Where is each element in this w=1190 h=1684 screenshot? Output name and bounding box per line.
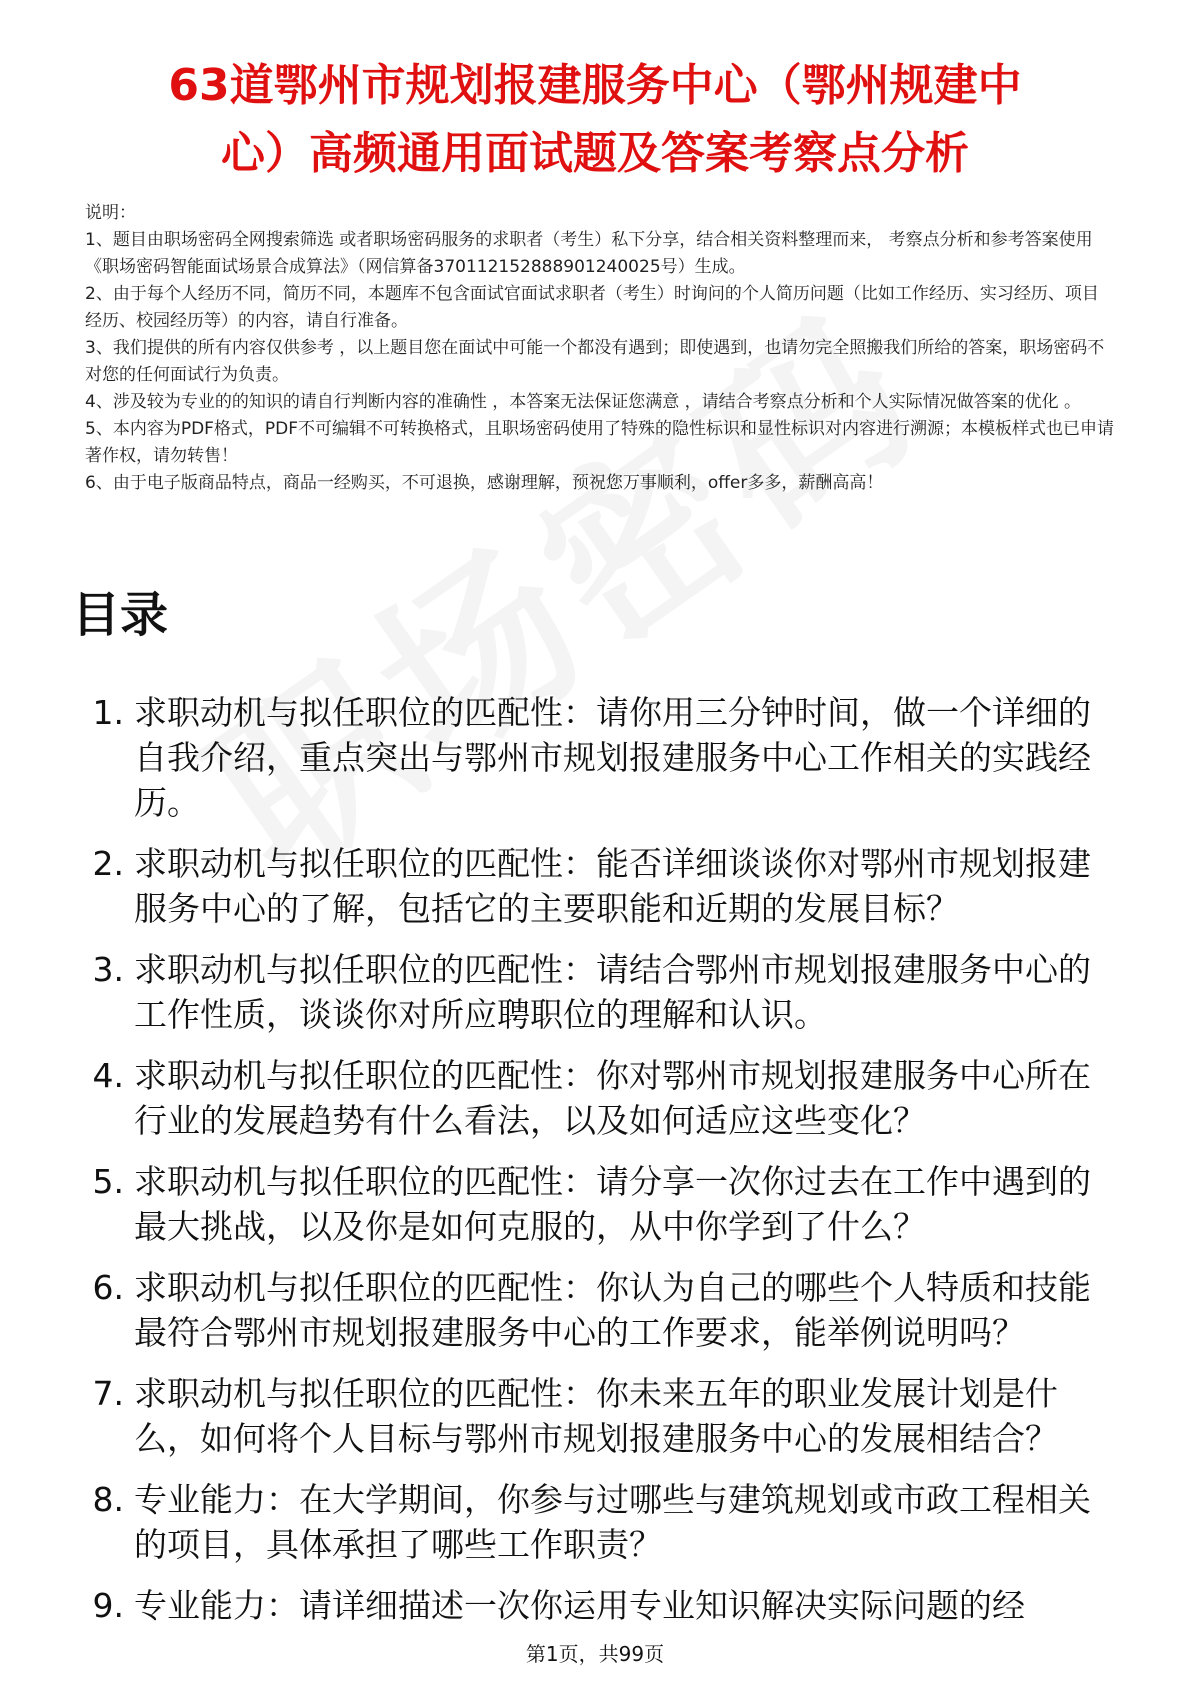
toc-item[interactable] xyxy=(72,690,1112,825)
toc-item-text: 求职动机与拟任职位的匹配性：请结合鄂州市规划报建服务中心的工作性质，谈谈你对所应聘职位的理解和认识。 xyxy=(134,950,1091,1034)
document-title xyxy=(100,52,1090,188)
toc-item[interactable] xyxy=(72,1477,1112,1567)
toc-item-text: 求职动机与拟任职位的匹配性：能否详细谈谈你对鄂州市规划报建服务中心的了解，包括它的主要职能和近期的发展目标？ xyxy=(134,844,1091,928)
toc-item[interactable] xyxy=(72,1265,1112,1355)
toc-item-text: 求职动机与拟任职位的匹配性：你认为自己的哪些个人特质和技能最符合鄂州市规划报建服务中心的工作要求，能举例说明吗？ xyxy=(134,1268,1091,1352)
note-item-5: 5、本内容为PDF格式，PDF不可编辑不可转换格式，且职场密码使用了特殊的隐性标识和显性标识对内容进行溯源；本模板样式也已申请著作权，请勿转售！ xyxy=(85,419,1115,466)
toc-item[interactable] xyxy=(72,1053,1112,1143)
page-footer: 第1页，共99页 xyxy=(0,1638,1190,1667)
toc-item[interactable] xyxy=(72,947,1112,1037)
toc-item[interactable] xyxy=(72,841,1112,931)
toc-item-text: 专业能力：请详细描述一次你运用专业知识解决实际问题的经 xyxy=(134,1586,1025,1625)
note-item-3: 3、我们提供的所有内容仅供参考 ，以上题目您在面试中可能一个都没有遇到；即使遇到，也请勿完全照搬我们所给的答案，职场密码不对您的任何面试行为负责。 xyxy=(85,338,1105,385)
note-item-1: 1、题目由职场密码全网搜索筛选 或者职场密码服务的求职者（考生）私下分享，结合相关资料整理而来， 考察点分析和参考答案使用《职场密码智能面试场景合成算法》（网信算备370112152888901240025号）生成。 xyxy=(85,230,1093,277)
note-item-2: 2、由于每个人经历不同，简历不同，本题库不包含面试官面试求职者（考生）时询问的个人简历问题（比如工作经历、实习经历、项目经历、校园经历等）的内容，请自行准备。 xyxy=(85,284,1099,331)
toc-item[interactable] xyxy=(72,1583,1112,1628)
toc-item-number: 7. xyxy=(92,1374,124,1413)
toc-item-text: 求职动机与拟任职位的匹配性：你对鄂州市规划报建服务中心所在行业的发展趋势有什么看法，以及如何适应这些变化？ xyxy=(134,1056,1091,1140)
toc-item-text: 求职动机与拟任职位的匹配性：你未来五年的职业发展计划是什么，如何将个人目标与鄂州市规划报建服务中心的发展相结合？ xyxy=(134,1374,1058,1458)
toc-item-number: 3. xyxy=(92,950,124,989)
title-line-1: 63道鄂州市规划报建服务中心（鄂州规建中 xyxy=(168,60,1022,111)
toc-item-number: 1. xyxy=(92,693,124,732)
notes-section xyxy=(85,200,1115,497)
toc-item-number: 4. xyxy=(92,1056,124,1095)
toc-item-text: 专业能力：在大学期间，你参与过哪些与建筑规划或市政工程相关的项目，具体承担了哪些工作职责？ xyxy=(134,1480,1091,1564)
toc-item-number: 9. xyxy=(92,1586,124,1625)
toc-item-text: 求职动机与拟任职位的匹配性：请你用三分钟时间，做一个详细的自我介绍，重点突出与鄂州市规划报建服务中心工作相关的实践经历。 xyxy=(134,693,1091,822)
toc-item-number: 2. xyxy=(92,844,124,883)
notes-heading: 说明： xyxy=(85,203,136,223)
toc-item[interactable] xyxy=(72,1159,1112,1249)
toc-item-number: 5. xyxy=(92,1162,124,1201)
toc-item-number: 8. xyxy=(92,1480,124,1519)
toc-heading: 目录 xyxy=(72,587,169,643)
toc-item[interactable] xyxy=(72,1371,1112,1461)
note-item-6: 6、由于电子版商品特点，商品一经购买，不可退换，感谢理解，预祝您万事顺利，offer多多，薪酬高高！ xyxy=(85,473,884,493)
toc-item-text: 求职动机与拟任职位的匹配性：请分享一次你过去在工作中遇到的最大挑战，以及你是如何克服的，从中你学到了什么？ xyxy=(134,1162,1091,1246)
note-item-4: 4、涉及较为专业的的知识的请自行判断内容的准确性 ，本答案无法保证您满意 ，请结合考察点分析和个人实际情况做答案的优化 。 xyxy=(85,392,1082,412)
title-line-2: 心）高频通用面试题及答案考察点分析 xyxy=(221,128,969,179)
toc-list xyxy=(72,690,1112,1644)
toc-item-number: 6. xyxy=(92,1268,124,1307)
